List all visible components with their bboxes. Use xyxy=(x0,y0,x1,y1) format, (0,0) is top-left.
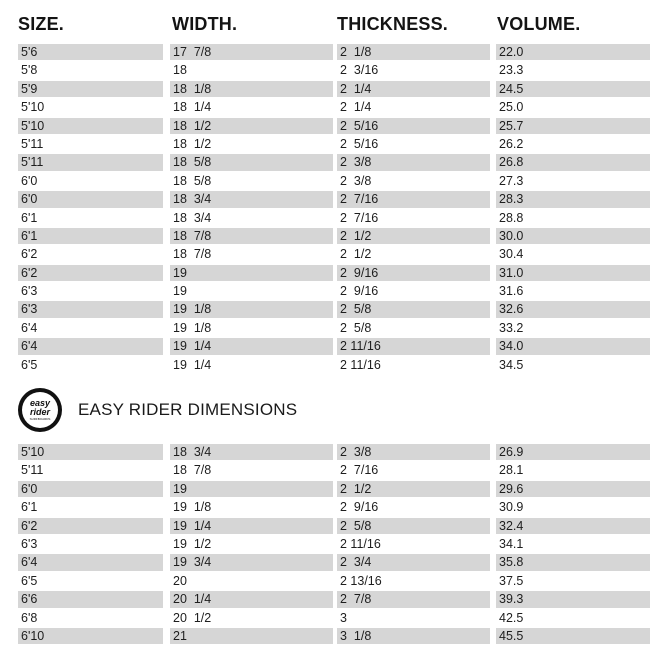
standard-cell-width: 18 7/8 xyxy=(173,247,212,262)
standard-row xyxy=(0,356,670,374)
standard-cell-thickness: 2 9/16 xyxy=(337,265,490,281)
standard-cell-volume: 25.0 xyxy=(499,100,524,115)
easy-rider-cell-width: 20 1/4 xyxy=(170,591,333,607)
easy-rider-cell-size: 5'11 xyxy=(21,463,44,478)
standard-row xyxy=(0,245,670,263)
standard-cell-volume: 34.5 xyxy=(499,357,524,372)
easy-rider-cell-volume: 45.5 xyxy=(496,628,650,644)
easy-rider-cell-thickness: 2 9/16 xyxy=(340,500,379,515)
easy-rider-cell-volume: 26.9 xyxy=(496,444,650,460)
easy-rider-cell-thickness: 2 11/16 xyxy=(340,536,381,551)
standard-cell-thickness: 2 1/2 xyxy=(337,228,490,244)
easy-rider-cell-size: 6'4 xyxy=(18,554,163,570)
standard-cell-width: 18 1/4 xyxy=(173,100,212,115)
easy-rider-cell-volume: 35.8 xyxy=(496,554,650,570)
standard-cell-width: 18 1/2 xyxy=(170,118,333,134)
standard-cell-size: 6'4 xyxy=(18,338,163,354)
standard-cell-width: 19 1/8 xyxy=(173,320,212,335)
easy-rider-row xyxy=(0,553,670,571)
standard-cell-thickness: 2 11/16 xyxy=(340,357,381,372)
standard-row xyxy=(0,172,670,190)
header-size: SIZE. xyxy=(18,14,65,34)
standard-row xyxy=(0,227,670,245)
standard-row xyxy=(0,43,670,61)
easy-rider-cell-volume: 28.1 xyxy=(499,463,524,478)
standard-row xyxy=(0,61,670,79)
standard-row xyxy=(0,209,670,227)
standard-cell-volume: 25.7 xyxy=(496,118,650,134)
easy-rider-row xyxy=(0,517,670,535)
easy-rider-cell-thickness: 3 xyxy=(340,610,347,625)
standard-cell-width: 18 5/8 xyxy=(173,173,212,188)
standard-cell-width: 19 1/4 xyxy=(170,338,333,354)
header-width: WIDTH. xyxy=(172,14,238,34)
easy-rider-cell-width: 19 1/2 xyxy=(173,536,212,551)
easy-rider-cell-size: 5'10 xyxy=(18,444,163,460)
easy-rider-cell-volume: 34.1 xyxy=(499,536,524,551)
standard-cell-volume: 28.8 xyxy=(499,210,524,225)
standard-cell-volume: 23.3 xyxy=(499,63,524,78)
easy-rider-cell-size: 6'5 xyxy=(21,573,38,588)
easy-rider-row xyxy=(0,461,670,479)
easy-rider-row xyxy=(0,480,670,498)
standard-cell-thickness: 2 9/16 xyxy=(340,284,379,299)
easy-rider-cell-volume: 30.9 xyxy=(499,500,524,515)
standard-cell-volume: 30.4 xyxy=(499,247,524,262)
standard-cell-thickness: 2 11/16 xyxy=(337,338,490,354)
header-thickness: THICKNESS. xyxy=(337,14,449,34)
standard-cell-size: 6'4 xyxy=(21,320,38,335)
easy-rider-logo xyxy=(18,388,62,432)
easy-rider-title: EASY RIDER DIMENSIONS xyxy=(78,400,298,419)
easy-rider-cell-thickness: 2 7/8 xyxy=(337,591,490,607)
easy-rider-cell-width: 19 3/4 xyxy=(170,554,333,570)
standard-cell-width: 19 xyxy=(173,284,187,299)
standard-dimensions-table xyxy=(0,43,670,374)
standard-cell-size: 5'6 xyxy=(18,44,163,60)
standard-cell-width: 19 1/4 xyxy=(173,357,212,372)
easy-rider-cell-size: 6'0 xyxy=(18,481,163,497)
easy-rider-row xyxy=(0,572,670,590)
standard-cell-volume: 31.6 xyxy=(499,284,524,299)
easy-rider-cell-size: 6'6 xyxy=(18,591,163,607)
standard-row xyxy=(0,153,670,171)
standard-cell-thickness: 2 5/8 xyxy=(337,301,490,317)
standard-cell-thickness: 2 1/4 xyxy=(340,100,372,115)
easy-rider-cell-width: 20 xyxy=(173,573,187,588)
easy-rider-cell-volume: 37.5 xyxy=(499,573,524,588)
easy-rider-dimensions-table xyxy=(0,443,670,645)
standard-row xyxy=(0,117,670,135)
column-headers xyxy=(0,14,670,42)
easy-rider-row xyxy=(0,590,670,608)
easy-rider-cell-size: 6'10 xyxy=(18,628,163,644)
easy-rider-cell-thickness: 2 3/8 xyxy=(337,444,490,460)
standard-row xyxy=(0,135,670,153)
standard-cell-thickness: 2 5/8 xyxy=(340,320,372,335)
standard-cell-thickness: 2 3/8 xyxy=(337,154,490,170)
standard-cell-volume: 27.3 xyxy=(499,173,524,188)
easy-rider-cell-width: 19 xyxy=(170,481,333,497)
easy-rider-cell-thickness: 2 7/16 xyxy=(340,463,379,478)
standard-row xyxy=(0,282,670,300)
standard-cell-thickness: 2 1/4 xyxy=(337,81,490,97)
standard-cell-thickness: 2 7/16 xyxy=(337,191,490,207)
header-volume: VOLUME. xyxy=(497,14,581,34)
standard-cell-width: 19 xyxy=(170,265,333,281)
standard-cell-width: 18 7/8 xyxy=(170,228,333,244)
standard-cell-width: 18 5/8 xyxy=(170,154,333,170)
standard-cell-size: 5'10 xyxy=(21,100,45,115)
standard-row xyxy=(0,80,670,98)
standard-cell-volume: 26.8 xyxy=(496,154,650,170)
standard-cell-width: 18 xyxy=(173,63,187,78)
standard-cell-thickness: 2 1/8 xyxy=(337,44,490,60)
standard-cell-width: 18 1/2 xyxy=(173,136,212,151)
easy-rider-cell-width: 19 1/8 xyxy=(173,500,212,515)
logo-text-surfboards: SURFBOARDS xyxy=(29,417,51,421)
standard-row xyxy=(0,337,670,355)
standard-cell-size: 5'11 xyxy=(18,154,163,170)
standard-row xyxy=(0,319,670,337)
standard-cell-thickness: 2 5/16 xyxy=(340,136,379,151)
standard-cell-size: 6'2 xyxy=(21,247,38,262)
standard-cell-size: 5'8 xyxy=(21,63,38,78)
easy-rider-cell-volume: 42.5 xyxy=(499,610,524,625)
standard-cell-size: 6'5 xyxy=(21,357,38,372)
easy-rider-row xyxy=(0,443,670,461)
standard-cell-thickness: 2 3/8 xyxy=(340,173,372,188)
standard-cell-size: 6'3 xyxy=(18,301,163,317)
standard-cell-thickness: 2 7/16 xyxy=(340,210,379,225)
easy-rider-row xyxy=(0,609,670,627)
standard-cell-volume: 32.6 xyxy=(496,301,650,317)
standard-cell-volume: 30.0 xyxy=(496,228,650,244)
standard-cell-volume: 24.5 xyxy=(496,81,650,97)
easy-rider-row xyxy=(0,627,670,645)
standard-row xyxy=(0,300,670,318)
easy-rider-section-header xyxy=(18,388,418,432)
easy-rider-cell-volume: 29.6 xyxy=(496,481,650,497)
standard-cell-volume: 28.3 xyxy=(496,191,650,207)
easy-rider-row xyxy=(0,535,670,553)
easy-rider-cell-thickness: 2 5/8 xyxy=(337,518,490,534)
standard-cell-width: 17 7/8 xyxy=(170,44,333,60)
standard-cell-thickness: 2 5/16 xyxy=(337,118,490,134)
standard-row xyxy=(0,190,670,208)
standard-cell-thickness: 2 3/16 xyxy=(340,63,379,78)
standard-cell-size: 5'10 xyxy=(18,118,163,134)
standard-cell-size: 6'0 xyxy=(18,191,163,207)
standard-cell-volume: 34.0 xyxy=(496,338,650,354)
easy-rider-cell-volume: 39.3 xyxy=(496,591,650,607)
easy-rider-row xyxy=(0,498,670,516)
standard-cell-width: 18 3/4 xyxy=(170,191,333,207)
easy-rider-cell-volume: 32.4 xyxy=(496,518,650,534)
easy-rider-cell-size: 6'8 xyxy=(21,610,38,625)
easy-rider-cell-thickness: 2 13/16 xyxy=(340,573,382,588)
easy-rider-cell-thickness: 2 3/4 xyxy=(337,554,490,570)
standard-cell-size: 6'1 xyxy=(18,228,163,244)
easy-rider-cell-width: 18 3/4 xyxy=(170,444,333,460)
standard-cell-size: 5'11 xyxy=(21,136,44,151)
standard-cell-volume: 31.0 xyxy=(496,265,650,281)
standard-cell-thickness: 2 1/2 xyxy=(340,247,372,262)
standard-cell-size: 6'3 xyxy=(21,284,38,299)
standard-row xyxy=(0,264,670,282)
standard-cell-width: 19 1/8 xyxy=(170,301,333,317)
standard-cell-width: 18 1/8 xyxy=(170,81,333,97)
standard-cell-size: 6'1 xyxy=(21,210,38,225)
standard-cell-volume: 22.0 xyxy=(496,44,650,60)
easy-rider-cell-width: 18 7/8 xyxy=(173,463,212,478)
easy-rider-cell-size: 6'2 xyxy=(18,518,163,534)
logo-text-rider: rider xyxy=(29,407,50,417)
easy-rider-cell-width: 21 xyxy=(170,628,333,644)
easy-rider-cell-thickness: 2 1/2 xyxy=(337,481,490,497)
easy-rider-cell-thickness: 3 1/8 xyxy=(337,628,490,644)
easy-rider-cell-width: 19 1/4 xyxy=(170,518,333,534)
standard-cell-width: 18 3/4 xyxy=(173,210,212,225)
easy-rider-cell-width: 20 1/2 xyxy=(173,610,212,625)
standard-cell-volume: 26.2 xyxy=(499,136,524,151)
easy-rider-cell-size: 6'1 xyxy=(21,500,38,515)
standard-row xyxy=(0,98,670,116)
standard-cell-size: 6'0 xyxy=(21,173,38,188)
standard-cell-volume: 33.2 xyxy=(499,320,524,335)
easy-rider-cell-size: 6'3 xyxy=(21,536,38,551)
standard-cell-size: 6'2 xyxy=(18,265,163,281)
logo-text-easy: easy xyxy=(29,398,51,408)
standard-cell-size: 5'9 xyxy=(18,81,163,97)
